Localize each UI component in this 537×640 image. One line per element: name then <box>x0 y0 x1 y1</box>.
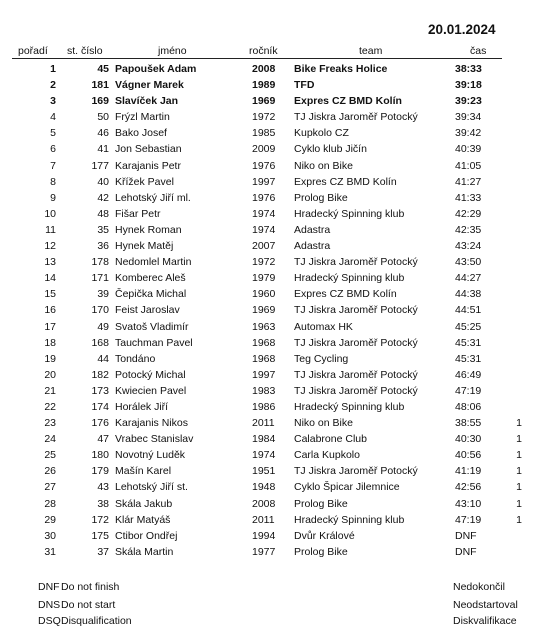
cell-team: Hradecký Spinning klub <box>294 207 405 220</box>
cell-name: Tondáno <box>115 352 156 365</box>
cell-team: Hradecký Spinning klub <box>294 513 405 526</box>
cell-start-number: 40 <box>97 175 109 188</box>
cell-name: Feist Jaroslav <box>115 304 180 317</box>
cell-year: 2007 <box>252 240 276 253</box>
results-table <box>0 61 537 560</box>
cell-team: Kupkolo CZ <box>294 127 349 140</box>
cell-team: Cyklo Špicar Jilemnice <box>294 481 400 494</box>
cell-name: Horálek Jiří <box>115 400 169 413</box>
cell-year: 1986 <box>252 400 276 413</box>
cell-year: 1974 <box>252 207 276 220</box>
cell-start-number: 47 <box>97 433 109 446</box>
cell-year: 1997 <box>252 368 276 381</box>
cell-name: Fišar Petr <box>115 207 161 220</box>
cell-rank: 24 <box>44 433 56 446</box>
cell-team: TJ Jiskra Jaroměř Potocký <box>294 384 418 397</box>
cell-year: 1994 <box>252 529 276 542</box>
table-row <box>0 254 537 270</box>
cell-year: 2011 <box>252 417 275 430</box>
table-row <box>0 238 537 254</box>
cell-note: 1 <box>516 465 522 478</box>
cell-year: 1969 <box>252 304 276 317</box>
cell-start-number: 177 <box>91 159 109 172</box>
cell-time: 43:50 <box>455 256 482 269</box>
cell-start-number: 48 <box>97 207 109 220</box>
cell-rank: 12 <box>44 240 56 253</box>
cell-time: 38:33 <box>455 63 482 75</box>
cell-time: 41:27 <box>455 175 482 188</box>
cell-rank: 5 <box>50 127 56 140</box>
cell-team: Prolog Bike <box>294 191 348 204</box>
cell-note: 1 <box>516 417 522 430</box>
cell-rank: 1 <box>50 63 56 75</box>
cell-team: TJ Jiskra Jaroměř Potocký <box>294 111 418 124</box>
cell-start-number: 182 <box>91 368 109 381</box>
cell-name: Klár Matyáš <box>115 513 171 526</box>
cell-name: Vágner Marek <box>115 79 184 92</box>
cell-rank: 16 <box>44 304 56 317</box>
cell-note: 1 <box>516 449 522 462</box>
cell-name: Hynek Roman <box>115 223 182 236</box>
cell-year: 2011 <box>252 513 275 526</box>
cell-name: Novotný Luděk <box>115 449 186 462</box>
cell-team: Expres CZ BMD Kolín <box>294 95 402 108</box>
cell-name: Frýzl Martin <box>115 111 170 124</box>
cell-name: Lehotský Jiří st. <box>115 481 188 494</box>
cell-team: TJ Jiskra Jaroměř Potocký <box>294 368 418 381</box>
cell-team: Prolog Bike <box>294 545 348 558</box>
legend-code-dnf: DNF <box>38 581 60 593</box>
cell-note: 1 <box>516 513 522 526</box>
cell-name: Hynek Matěj <box>115 240 174 253</box>
cell-team: TJ Jiskra Jaroměř Potocký <box>294 465 418 478</box>
cell-name: Slavíček Jan <box>115 95 179 108</box>
cell-start-number: 49 <box>97 320 109 333</box>
legend-code-dns: DNS <box>38 599 61 611</box>
cell-team: Adastra <box>294 223 331 236</box>
cell-time: DNF <box>455 545 477 558</box>
cell-team: TJ Jiskra Jaroměř Potocký <box>294 336 418 349</box>
cell-time: 47:19 <box>455 513 482 526</box>
cell-rank: 30 <box>44 529 56 542</box>
table-row <box>0 415 537 431</box>
cell-team: Expres CZ BMD Kolín <box>294 175 397 188</box>
table-row <box>0 286 537 302</box>
cell-team: Automax HK <box>294 320 353 333</box>
cell-start-number: 176 <box>91 417 109 430</box>
cell-rank: 25 <box>44 449 56 462</box>
cell-year: 2009 <box>252 143 276 156</box>
table-row <box>0 496 537 512</box>
cell-name: Papoušek Adam <box>115 63 197 75</box>
table-row <box>0 141 537 157</box>
cell-year: 1968 <box>252 336 276 349</box>
cell-rank: 31 <box>44 545 56 558</box>
cell-rank: 29 <box>44 513 56 526</box>
cell-name: Nedomlel Martin <box>115 256 192 269</box>
cell-rank: 28 <box>44 497 56 510</box>
cell-time: 42:29 <box>455 207 482 220</box>
cell-time: 40:39 <box>455 143 482 156</box>
cell-start-number: 45 <box>97 63 109 75</box>
cell-start-number: 35 <box>97 223 109 236</box>
cell-year: 1976 <box>252 159 276 172</box>
header-year: ročník <box>249 45 278 57</box>
cell-start-number: 41 <box>97 143 109 156</box>
cell-name: Lehotský Jiří ml. <box>115 191 191 204</box>
cell-time: 44:38 <box>455 288 482 301</box>
cell-year: 1948 <box>252 481 276 494</box>
cell-time: 42:56 <box>455 481 482 494</box>
table-row <box>0 158 537 174</box>
cell-start-number: 50 <box>97 111 109 124</box>
cell-time: 48:06 <box>455 400 482 413</box>
table-row <box>0 399 537 415</box>
cell-name: Ctibor Ondřej <box>115 529 178 542</box>
cell-rank: 13 <box>44 256 56 269</box>
cell-year: 2008 <box>252 63 276 75</box>
table-row <box>0 77 537 93</box>
cell-rank: 23 <box>44 417 56 430</box>
cell-name: Vrabec Stanislav <box>115 433 194 446</box>
cell-team: Expres CZ BMD Kolín <box>294 288 397 301</box>
table-row <box>0 125 537 141</box>
cell-start-number: 172 <box>91 513 109 526</box>
legend-code-dsq: DSQ <box>38 615 61 627</box>
header-team: team <box>359 45 383 57</box>
cell-year: 1972 <box>252 256 276 269</box>
cell-start-number: 173 <box>91 384 109 397</box>
cell-start-number: 38 <box>97 497 109 510</box>
cell-note: 1 <box>516 433 522 446</box>
cell-team: Adastra <box>294 240 331 253</box>
cell-name: Kwiecien Pavel <box>115 384 187 397</box>
cell-year: 1974 <box>252 223 276 236</box>
cell-team: TFD <box>294 79 315 92</box>
cell-start-number: 39 <box>97 288 109 301</box>
cell-start-number: 46 <box>97 127 109 140</box>
cell-start-number: 169 <box>91 95 109 108</box>
cell-rank: 8 <box>50 175 56 188</box>
cell-name: Karajanis Nikos <box>115 417 188 430</box>
cell-rank: 18 <box>44 336 56 349</box>
cell-rank: 4 <box>50 111 56 124</box>
cell-rank: 10 <box>44 207 56 220</box>
legend-en-dsq: Disqualification <box>61 615 132 627</box>
cell-time: 43:10 <box>455 497 482 510</box>
cell-start-number: 42 <box>97 191 109 204</box>
cell-name: Skála Martin <box>115 545 174 558</box>
cell-start-number: 180 <box>91 449 109 462</box>
table-row <box>0 383 537 399</box>
cell-rank: 14 <box>44 272 56 285</box>
cell-time: 45:31 <box>455 336 482 349</box>
cell-rank: 26 <box>44 465 56 478</box>
cell-year: 1997 <box>252 175 276 188</box>
cell-year: 1984 <box>252 433 276 446</box>
cell-name: Svatoš Vladimír <box>115 320 189 333</box>
cell-rank: 9 <box>50 191 56 204</box>
cell-rank: 17 <box>44 320 56 333</box>
cell-time: 39:23 <box>455 95 482 108</box>
table-row <box>0 335 537 351</box>
table-row <box>0 174 537 190</box>
table-row <box>0 190 537 206</box>
cell-start-number: 178 <box>91 256 109 269</box>
cell-year: 1951 <box>252 465 276 478</box>
cell-rank: 20 <box>44 368 56 381</box>
cell-note: 1 <box>516 481 522 494</box>
cell-year: 1974 <box>252 449 276 462</box>
table-row <box>0 367 537 383</box>
legend-en-dnf: Do not finish <box>61 581 120 593</box>
cell-name: Čepička Michal <box>115 288 187 301</box>
table-row <box>0 463 537 479</box>
legend-cz-dns: Neodstartoval <box>453 599 518 611</box>
table-row <box>0 431 537 447</box>
cell-name: Karajanis Petr <box>115 159 181 172</box>
table-row <box>0 270 537 286</box>
cell-start-number: 36 <box>97 240 109 253</box>
table-row <box>0 528 537 544</box>
cell-rank: 3 <box>50 95 56 108</box>
table-row <box>0 479 537 495</box>
cell-team: TJ Jiskra Jaroměř Potocký <box>294 256 418 269</box>
cell-rank: 27 <box>44 481 56 494</box>
cell-name: Tauchman Pavel <box>115 336 193 349</box>
cell-team: Dvůr Králové <box>294 529 355 542</box>
cell-year: 1977 <box>252 545 276 558</box>
cell-start-number: 181 <box>91 79 109 92</box>
table-row <box>0 512 537 528</box>
cell-name: Potocký Michal <box>115 368 186 381</box>
cell-team: Carla Kupkolo <box>294 449 360 462</box>
cell-time: 39:18 <box>455 79 482 92</box>
legend-en-dns: Do not start <box>61 599 116 611</box>
cell-team: Teg Cycling <box>294 352 349 365</box>
cell-rank: 19 <box>44 352 56 365</box>
cell-start-number: 44 <box>97 352 109 365</box>
cell-time: 44:51 <box>455 304 482 317</box>
cell-name: Křížek Pavel <box>115 175 174 188</box>
cell-name: Skála Jakub <box>115 497 173 510</box>
cell-team: Niko on Bike <box>294 417 353 430</box>
header-time: čas <box>470 45 487 57</box>
cell-year: 1983 <box>252 384 276 397</box>
cell-time: 41:05 <box>455 159 482 172</box>
table-row <box>0 61 537 77</box>
cell-rank: 22 <box>44 400 56 413</box>
cell-team: Niko on Bike <box>294 159 353 172</box>
table-row <box>0 222 537 238</box>
cell-time: DNF <box>455 529 477 542</box>
cell-time: 40:30 <box>455 433 482 446</box>
cell-note: 1 <box>516 497 522 510</box>
cell-year: 1972 <box>252 111 276 124</box>
legend-cz-dsq: Diskvalifikace <box>453 615 517 627</box>
cell-year: 1968 <box>252 352 276 365</box>
header-rank: pořadí <box>18 45 48 57</box>
cell-team: Hradecký Spinning klub <box>294 400 405 413</box>
cell-time: 41:33 <box>455 191 482 204</box>
cell-rank: 6 <box>50 143 56 156</box>
cell-year: 1969 <box>252 95 276 108</box>
cell-year: 1960 <box>252 288 276 301</box>
cell-time: 39:42 <box>455 127 482 140</box>
cell-team: Hradecký Spinning klub <box>294 272 405 285</box>
cell-time: 42:35 <box>455 223 482 236</box>
cell-time: 43:24 <box>455 240 482 253</box>
table-row <box>0 302 537 318</box>
cell-start-number: 170 <box>91 304 109 317</box>
cell-time: 40:56 <box>455 449 482 462</box>
cell-team: Prolog Bike <box>294 497 348 510</box>
cell-name: Mašín Karel <box>115 465 172 478</box>
legend-cz-dnf: Nedokončil <box>453 581 505 593</box>
cell-year: 2008 <box>252 497 276 510</box>
results-date: 20.01.2024 <box>428 22 496 37</box>
header-number: st. číslo <box>67 45 103 57</box>
cell-rank: 2 <box>50 79 56 92</box>
cell-year: 1963 <box>252 320 276 333</box>
table-row <box>0 544 537 560</box>
cell-start-number: 43 <box>97 481 109 494</box>
cell-rank: 21 <box>44 384 56 397</box>
cell-team: Cyklo klub Jičín <box>294 143 367 156</box>
cell-start-number: 168 <box>91 336 109 349</box>
cell-time: 39:34 <box>455 111 482 124</box>
cell-start-number: 37 <box>97 545 109 558</box>
cell-name: Jon Sebastian <box>115 143 182 156</box>
table-row <box>0 109 537 125</box>
table-row <box>0 319 537 335</box>
cell-time: 45:31 <box>455 352 482 365</box>
table-row <box>0 447 537 463</box>
cell-time: 38:55 <box>455 417 482 430</box>
cell-time: 44:27 <box>455 272 482 285</box>
cell-rank: 15 <box>44 288 56 301</box>
cell-time: 46:49 <box>455 368 482 381</box>
cell-year: 1985 <box>252 127 276 140</box>
cell-start-number: 175 <box>91 529 109 542</box>
cell-team: Bike Freaks Holice <box>294 63 388 75</box>
cell-year: 1976 <box>252 191 276 204</box>
table-row <box>0 351 537 367</box>
header-name: jméno <box>158 45 187 57</box>
cell-start-number: 171 <box>91 272 109 285</box>
cell-name: Bako Josef <box>115 127 167 140</box>
cell-rank: 11 <box>45 223 56 236</box>
cell-name: Komberec Aleš <box>115 272 186 285</box>
cell-start-number: 179 <box>91 465 109 478</box>
table-row <box>0 93 537 109</box>
cell-start-number: 174 <box>91 400 109 413</box>
cell-team: Calabrone Club <box>294 433 367 446</box>
cell-time: 41:19 <box>455 465 482 478</box>
cell-year: 1989 <box>252 79 276 92</box>
cell-rank: 7 <box>50 159 56 172</box>
cell-year: 1979 <box>252 272 276 285</box>
cell-time: 47:19 <box>455 384 482 397</box>
header-divider <box>12 58 502 59</box>
table-row <box>0 206 537 222</box>
cell-team: TJ Jiskra Jaroměř Potocký <box>294 304 418 317</box>
cell-time: 45:25 <box>455 320 482 333</box>
